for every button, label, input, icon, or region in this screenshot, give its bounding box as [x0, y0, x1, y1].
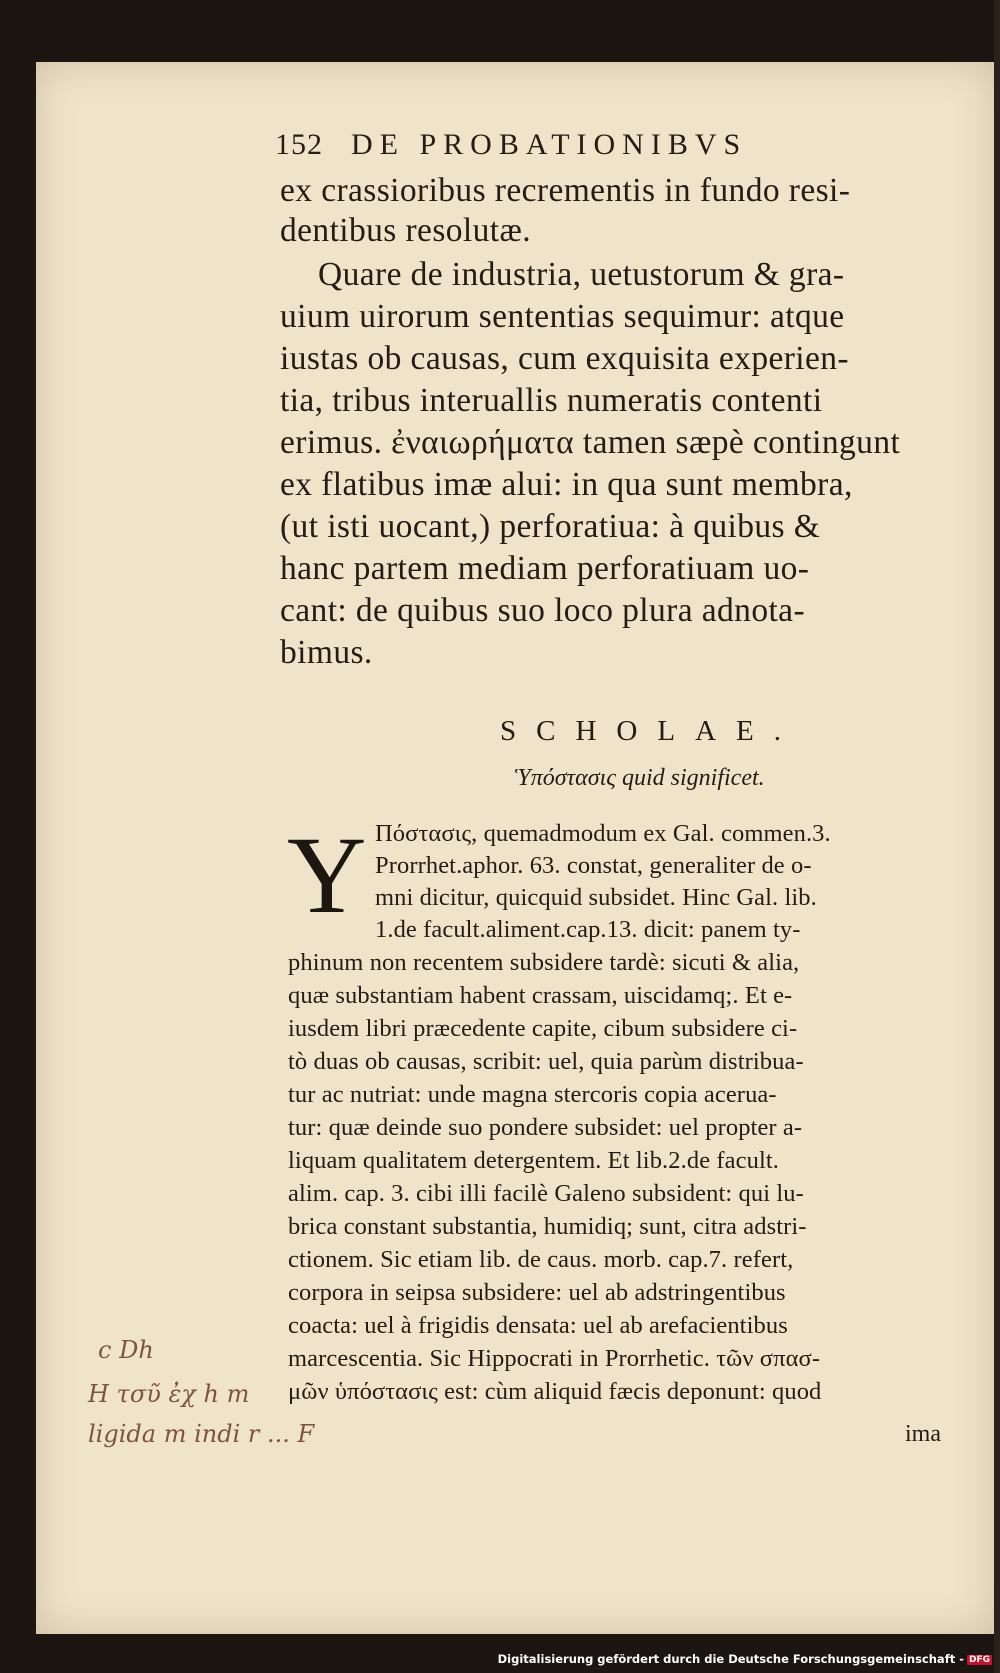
running-title: DE PROBATIONIBVS	[351, 128, 748, 161]
scholae-line: μῶν ὑπόστασις est: cùm aliquid fæcis deponunt: quod	[288, 1378, 822, 1405]
body-line: (ut isti uocant,) perforatiua: à quibus &	[280, 508, 821, 545]
body-line: iustas ob causas, cum exquisita experien-	[280, 340, 849, 377]
scholae-line: Πόστασις, quemadmodum ex Gal. commen.3.	[375, 820, 831, 847]
marginal-note: c Dh	[98, 1336, 154, 1364]
section-subtitle: Ὑπόστασις quid significet.	[515, 765, 765, 791]
section-title: SCHOLAE.	[500, 715, 801, 747]
marginal-note: H τσῦ ἐχ h m	[88, 1380, 250, 1408]
body-line: cant: de quibus suo loco plura adnota-	[280, 592, 806, 629]
body-line: erimus. ἐναιωρήματα tamen sæpè contingunt	[280, 424, 901, 461]
page-number: 152	[275, 128, 323, 161]
body-line: Quare de industria, uetustorum & gra-	[318, 256, 845, 293]
scholae-line: tur ac nutriat: unde magna stercoris copia aceruа-	[288, 1081, 777, 1108]
body-line: bimus.	[280, 634, 373, 671]
scholae-line: tò duas ob causas, scribit: uel, quia parùm distribua-	[288, 1048, 804, 1075]
marginal-note: ligida m indi r ... F	[88, 1420, 315, 1448]
scholae-line: brica constant substantia, humidiq; sunt, citra adstri-	[288, 1213, 807, 1240]
body-line: hanc partem mediam perforatiuam uo-	[280, 550, 810, 587]
scholae-line: corpora in seipsa subsidere: uel ab adstringentibus	[288, 1279, 786, 1306]
footer-text: Digitalisierung gefördert durch die Deutsche Forschungsgemeinschaft -	[497, 1652, 964, 1666]
scholae-line: liquam qualitatem detergentem. Et lib.2.de facult.	[288, 1147, 779, 1174]
scholae-line: 1.de facult.aliment.cap.13. dicit: panem ty-	[375, 916, 801, 943]
scholae-line: mni dicitur, quicquid subsidet. Hinc Gal. lib.	[375, 884, 817, 911]
scholae-line: tur: quæ deinde suo pondere subsidet: uel propter a-	[288, 1114, 803, 1141]
body-line: ex crassioribus recrementis in fundo resi-	[280, 172, 851, 209]
body-line: ex flatibus imæ alui: in qua sunt membra,	[280, 466, 853, 503]
scholae-line: Prorrhet.aphor. 63. constat, generaliter de o-	[375, 852, 812, 879]
book-edge	[994, 0, 1000, 1673]
scholae-line: ctionem. Sic etiam lib. de caus. morb. cap.7. refert,	[288, 1246, 794, 1273]
scholae-line: coacta: uel à frigidis densata: uel ab arefacientibus	[288, 1312, 788, 1339]
drop-capital: Y	[287, 814, 367, 936]
running-header	[275, 128, 747, 162]
scholae-line: alim. cap. 3. cibi illi facilè Galeno subsident: qui lu-	[288, 1180, 804, 1207]
scholae-line: quæ substantiam habent crassam, uiscidamq;. Et e-	[288, 982, 793, 1009]
digitization-footer	[498, 1652, 992, 1666]
body-line: tia, tribus interuallis numeratis contenti	[280, 382, 823, 419]
scholae-line: phinum non recentem subsidere tardè: sicuti & alia,	[288, 949, 800, 976]
body-line: uium uirorum sententias sequimur: atque	[280, 298, 845, 335]
dfg-logo: DFG	[968, 1654, 990, 1665]
catchword: ima	[905, 1421, 941, 1447]
body-line: dentibus resolutæ.	[280, 212, 531, 249]
scholae-line: marcescentia. Sic Hippocrati in Prorrhetic. τῶν σπασ-	[288, 1345, 821, 1372]
scholae-line: iusdem libri præcedente capite, cibum subsidere ci-	[288, 1015, 798, 1042]
